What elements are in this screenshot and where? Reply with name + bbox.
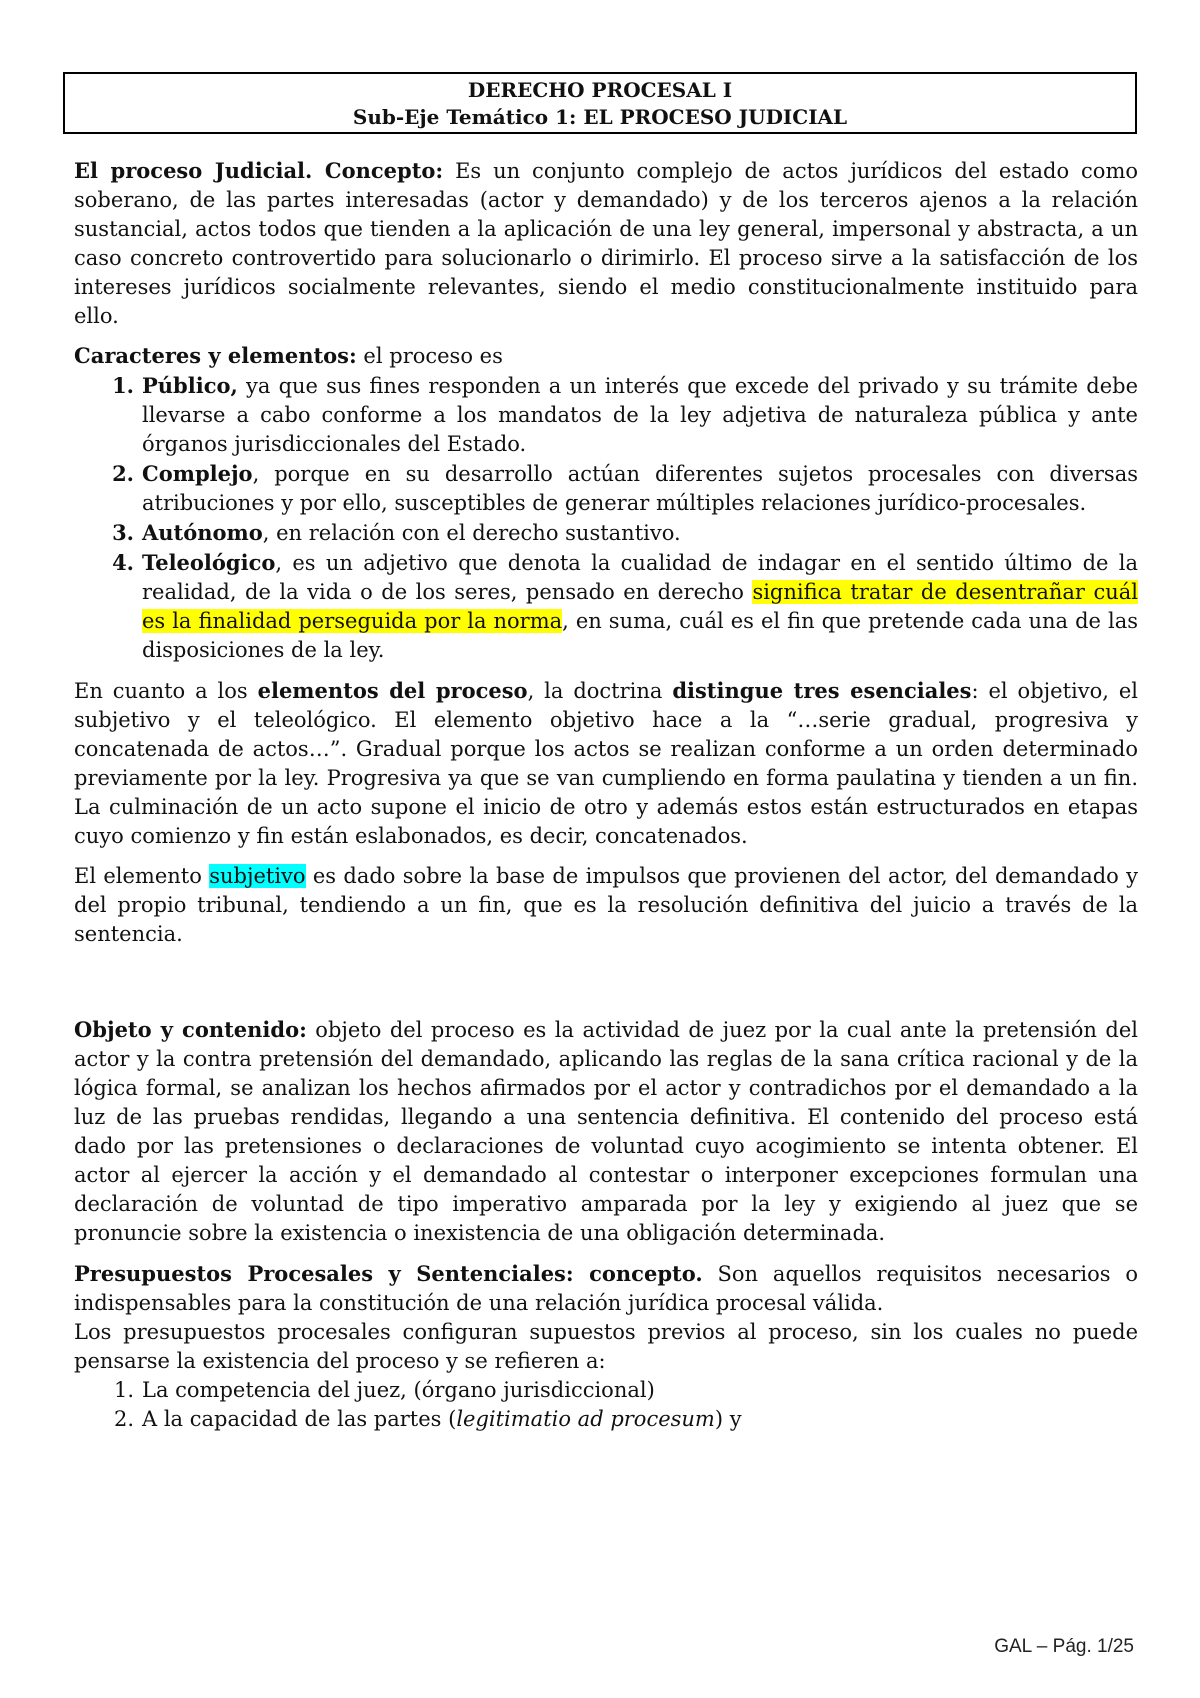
concepto-paragraph — [74, 156, 1138, 331]
caracteres-heading-line — [74, 341, 1138, 371]
list-number: 2. — [113, 1407, 134, 1431]
title-box — [63, 72, 1137, 134]
list-text: A la capacidad de las partes ( — [142, 1407, 457, 1431]
list-item — [74, 371, 1138, 459]
paragraph-text: , la doctrina — [527, 679, 673, 703]
objeto-paragraph — [74, 1015, 1138, 1248]
sub-axis-title: Sub-Eje Temático 1: EL PROCESO JUDICIAL — [352, 105, 848, 129]
page-footer: GAL – Pág. 1/25 — [994, 1636, 1134, 1657]
subjetivo-paragraph — [74, 862, 1138, 949]
course-title: DERECHO PROCESAL I — [467, 78, 733, 102]
list-text: , en relación con el derecho sustantivo. — [262, 521, 681, 545]
list-item — [74, 1376, 1138, 1405]
presupuestos-heading: Presupuestos Procesales y Sentenciales: concepto. — [74, 1261, 703, 1286]
caracteres-list — [74, 371, 1138, 665]
elementos-paragraph — [74, 676, 1138, 851]
list-item — [74, 1405, 1138, 1434]
objeto-heading: Objeto y contenido: — [74, 1017, 307, 1042]
italic-term: legitimatio ad procesum — [456, 1407, 715, 1431]
list-number: 1. — [113, 1378, 134, 1402]
paragraph-text: : el objetivo, el subjetivo y el teleológico. El elemento objetivo hace a la “…serie gradual, progresiva y concatenada de actos…”. Gradual porque los actos se realizan conforme a un orden determinado previamente por la ley. Progresiva ya que se van cumpliendo en forma paulatina y tienden a un fin. La culminación de un acto supone el inicio de otro y además estos están estructurados en etapas cuyo comienzo y fin están eslabonados, es decir, concatenados. — [74, 679, 1138, 848]
presupuestos-text: Son aquellos requisitos necesarios o indispensables para la constitución de una relación jurídica procesal válida. — [74, 1262, 1138, 1315]
presupuestos-paragraph — [74, 1259, 1138, 1318]
caracteres-intro: el proceso es — [356, 344, 503, 368]
list-number: 1. — [112, 373, 134, 398]
list-item — [74, 548, 1138, 665]
list-text: , es un adjetivo que denota la cualidad de indagar en el sentido último de la realidad, de la vida o de los seres, pensado en derecho — [142, 551, 1138, 604]
paragraph-text: es dado sobre la base de impulsos que provienen del actor, del demandado y del propio tribunal, tendiendo a un fin, que es la resolución definitiva del juicio a través de la sentencia. — [74, 864, 1139, 946]
list-item — [74, 459, 1138, 518]
list-text: , en suma, cuál es el fin que pretende cada una de las disposiciones de la ley. — [142, 609, 1138, 662]
caracteres-heading: Caracteres y elementos: — [74, 343, 357, 368]
bold-term: elementos del proceso — [257, 678, 528, 703]
presupuestos-paragraph-2: Los presupuestos procesales configuran supuestos previos al proceso, sin los cuales no puede pensarse la existencia del proceso y se refieren a: — [74, 1320, 1138, 1373]
document-body — [74, 156, 1138, 1434]
highlighted-text: significa tratar de desentrañar cuál es la finalidad perseguida por la norma — [142, 580, 1138, 633]
list-term: Complejo — [142, 461, 253, 486]
concepto-text: Es un conjunto complejo de actos jurídicos del estado como soberano, de las partes interesadas (actor y demandado) y de los terceros ajenos a la relación sustancial, actos todos que tienden a la aplicación de una ley general, impersonal y abstracta, a un caso concreto controvertido para solucionarlo o dirimirlo. El proceso sirve a la satisfacción de los intereses jurídicos socialmente relevantes, siendo el medio constitucionalmente instituido para ello. — [74, 159, 1139, 328]
highlighted-text: subjetivo — [209, 864, 306, 888]
paragraph-text: En cuanto a los — [74, 679, 258, 703]
list-text: La competencia del juez, (órgano jurisdiccional) — [142, 1378, 655, 1402]
list-term: Teleológico — [142, 550, 276, 575]
list-item — [74, 518, 1138, 548]
presupuestos-list — [74, 1376, 1138, 1434]
list-text: ya que sus fines responden a un interés que excede del privado y su trámite debe llevarse a cabo conforme a los mandatos de la ley adjetiva de naturaleza pública y ante órganos jurisdiccionales del Estado. — [142, 374, 1138, 456]
concepto-heading: El proceso Judicial. Concepto: — [74, 158, 444, 183]
list-term: Autónomo — [142, 520, 263, 545]
list-number: 3. — [112, 520, 134, 545]
paragraph-text: El elemento — [74, 864, 210, 888]
bold-term: distingue tres esenciales — [672, 678, 972, 703]
list-number: 4. — [112, 550, 134, 575]
objeto-text: objeto del proceso es la actividad de juez por la cual ante la pretensión del actor y la contra pretensión del demandado, aplicando las reglas de la sana crítica racional y de la lógica formal, se analizan los hechos afirmados por el actor y contradichos por el demandado a la luz de las pruebas rendidas, llegando a una sentencia definitiva. El contenido del proceso está dado por las pretensiones o declaraciones de voluntad cuyo acogimiento se intenta obtener. El actor al ejercer la acción y el demandado al contestar o interponer excepciones formulan una declaración de voluntad de tipo imperativo amparada por la ley y exigiendo al juez que se pronuncie sobre la existencia o inexistencia de una obligación determinada. — [74, 1018, 1138, 1245]
list-number: 2. — [112, 461, 134, 486]
list-text: , porque en su desarrollo actúan diferentes sujetos procesales con diversas atribuciones y por ello, susceptibles de generar múltiples relaciones jurídico-procesales. — [142, 462, 1138, 515]
list-text: ) y — [714, 1407, 742, 1431]
list-term: Público, — [142, 373, 238, 398]
